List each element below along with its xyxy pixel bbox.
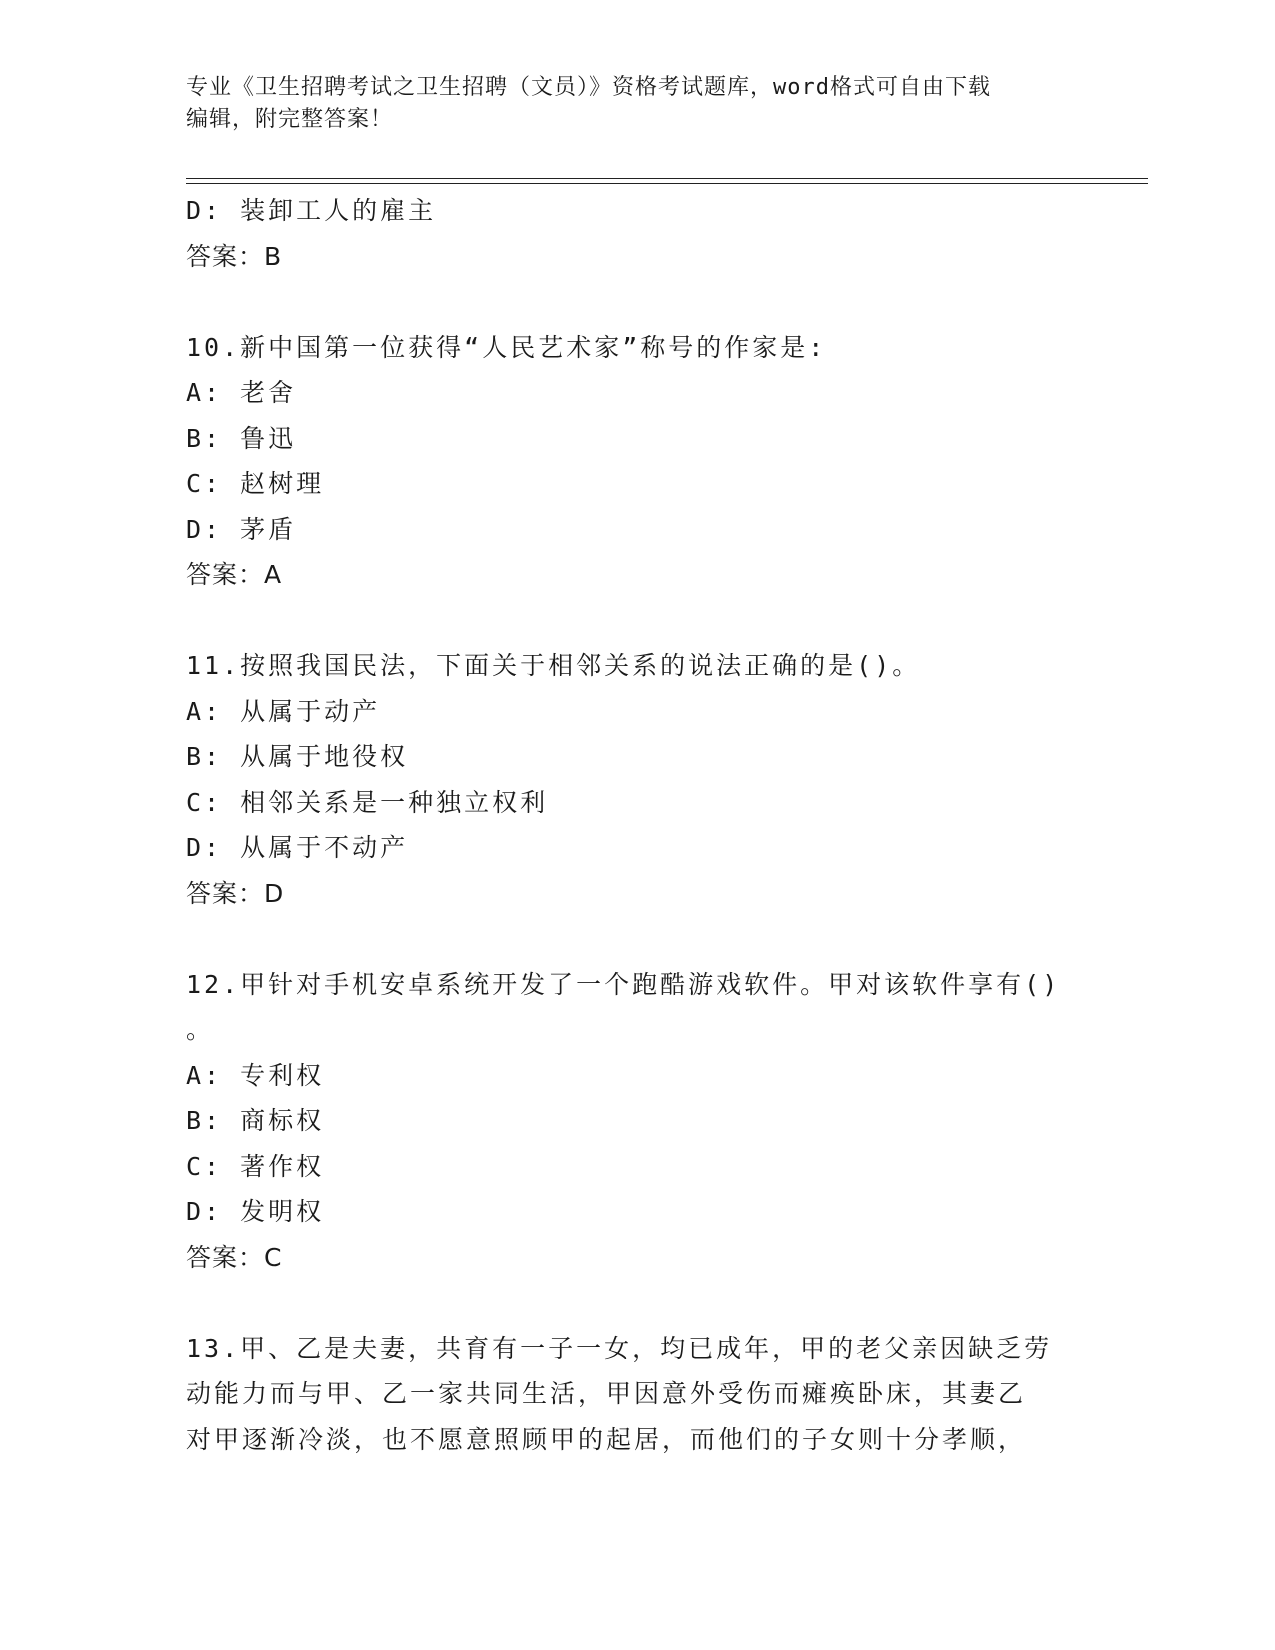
prev-question-option-d: D: 装卸工人的雇主 — [186, 196, 437, 225]
prev-question-answer: 答案：B — [186, 241, 283, 271]
question-stem: 11.按照我国民法，下面关于相邻关系的说法正确的是()。 — [186, 651, 921, 680]
question-stem-line-1: 13.甲、乙是夫妻，共育有一子一女，均已成年，甲的老父亲因缺乏劳 — [186, 1333, 1053, 1363]
option-b: B: 鲁迅 — [186, 423, 297, 453]
spacer — [186, 916, 1086, 962]
option-a: A: 老舍 — [186, 378, 297, 407]
answer: 答案：C — [186, 1242, 283, 1272]
answer: 答案：A — [186, 560, 283, 589]
question-stem-line-1: 12.甲针对手机安卓系统开发了一个跑酷游戏软件。甲对该软件享有() — [186, 969, 1061, 999]
option-a: A: 专利权 — [186, 1060, 325, 1090]
option-d: D: 茅盾 — [186, 514, 297, 544]
spacer — [186, 279, 1086, 325]
header-divider-top — [186, 178, 1148, 179]
question-content — [186, 188, 1086, 1462]
answer: 答案：D — [186, 878, 285, 908]
question-11 — [186, 643, 1086, 916]
header-line-1: 专业《卫生招聘考试之卫生招聘（文员）》资格考试题库，word格式可自由下载 — [186, 75, 991, 100]
question-12 — [186, 962, 1086, 1281]
spacer — [186, 1280, 1086, 1326]
question-stem-line-2: 。 — [186, 1015, 215, 1044]
option-c: C: 赵树理 — [186, 469, 325, 498]
question-10 — [186, 325, 1086, 598]
option-c: C: 相邻关系是一种独立权利 — [186, 787, 549, 817]
spacer — [186, 598, 1086, 644]
header-line-2: 编辑，附完整答案！ — [186, 107, 394, 132]
option-d: D: 发明权 — [186, 1197, 325, 1226]
question-stem-line-3: 对甲逐渐冷淡，也不愿意照顾甲的起居，而他们的子女则十分孝顺， — [186, 1424, 1027, 1454]
question-stem-line-2: 动能力而与甲、乙一家共同生活，甲因意外受伤而瘫痪卧床，其妻乙 — [186, 1379, 1027, 1408]
option-c: C: 著作权 — [186, 1151, 325, 1181]
option-b: B: 商标权 — [186, 1106, 325, 1135]
question-stem: 10.新中国第一位获得“人民艺术家”称号的作家是: — [186, 332, 827, 362]
header-divider-bottom — [186, 183, 1148, 184]
option-a: A: 从属于动产 — [186, 696, 381, 726]
option-b: B: 从属于地役权 — [186, 742, 409, 771]
question-13 — [186, 1326, 1086, 1463]
document-header — [186, 72, 1086, 136]
option-d: D: 从属于不动产 — [186, 833, 409, 862]
